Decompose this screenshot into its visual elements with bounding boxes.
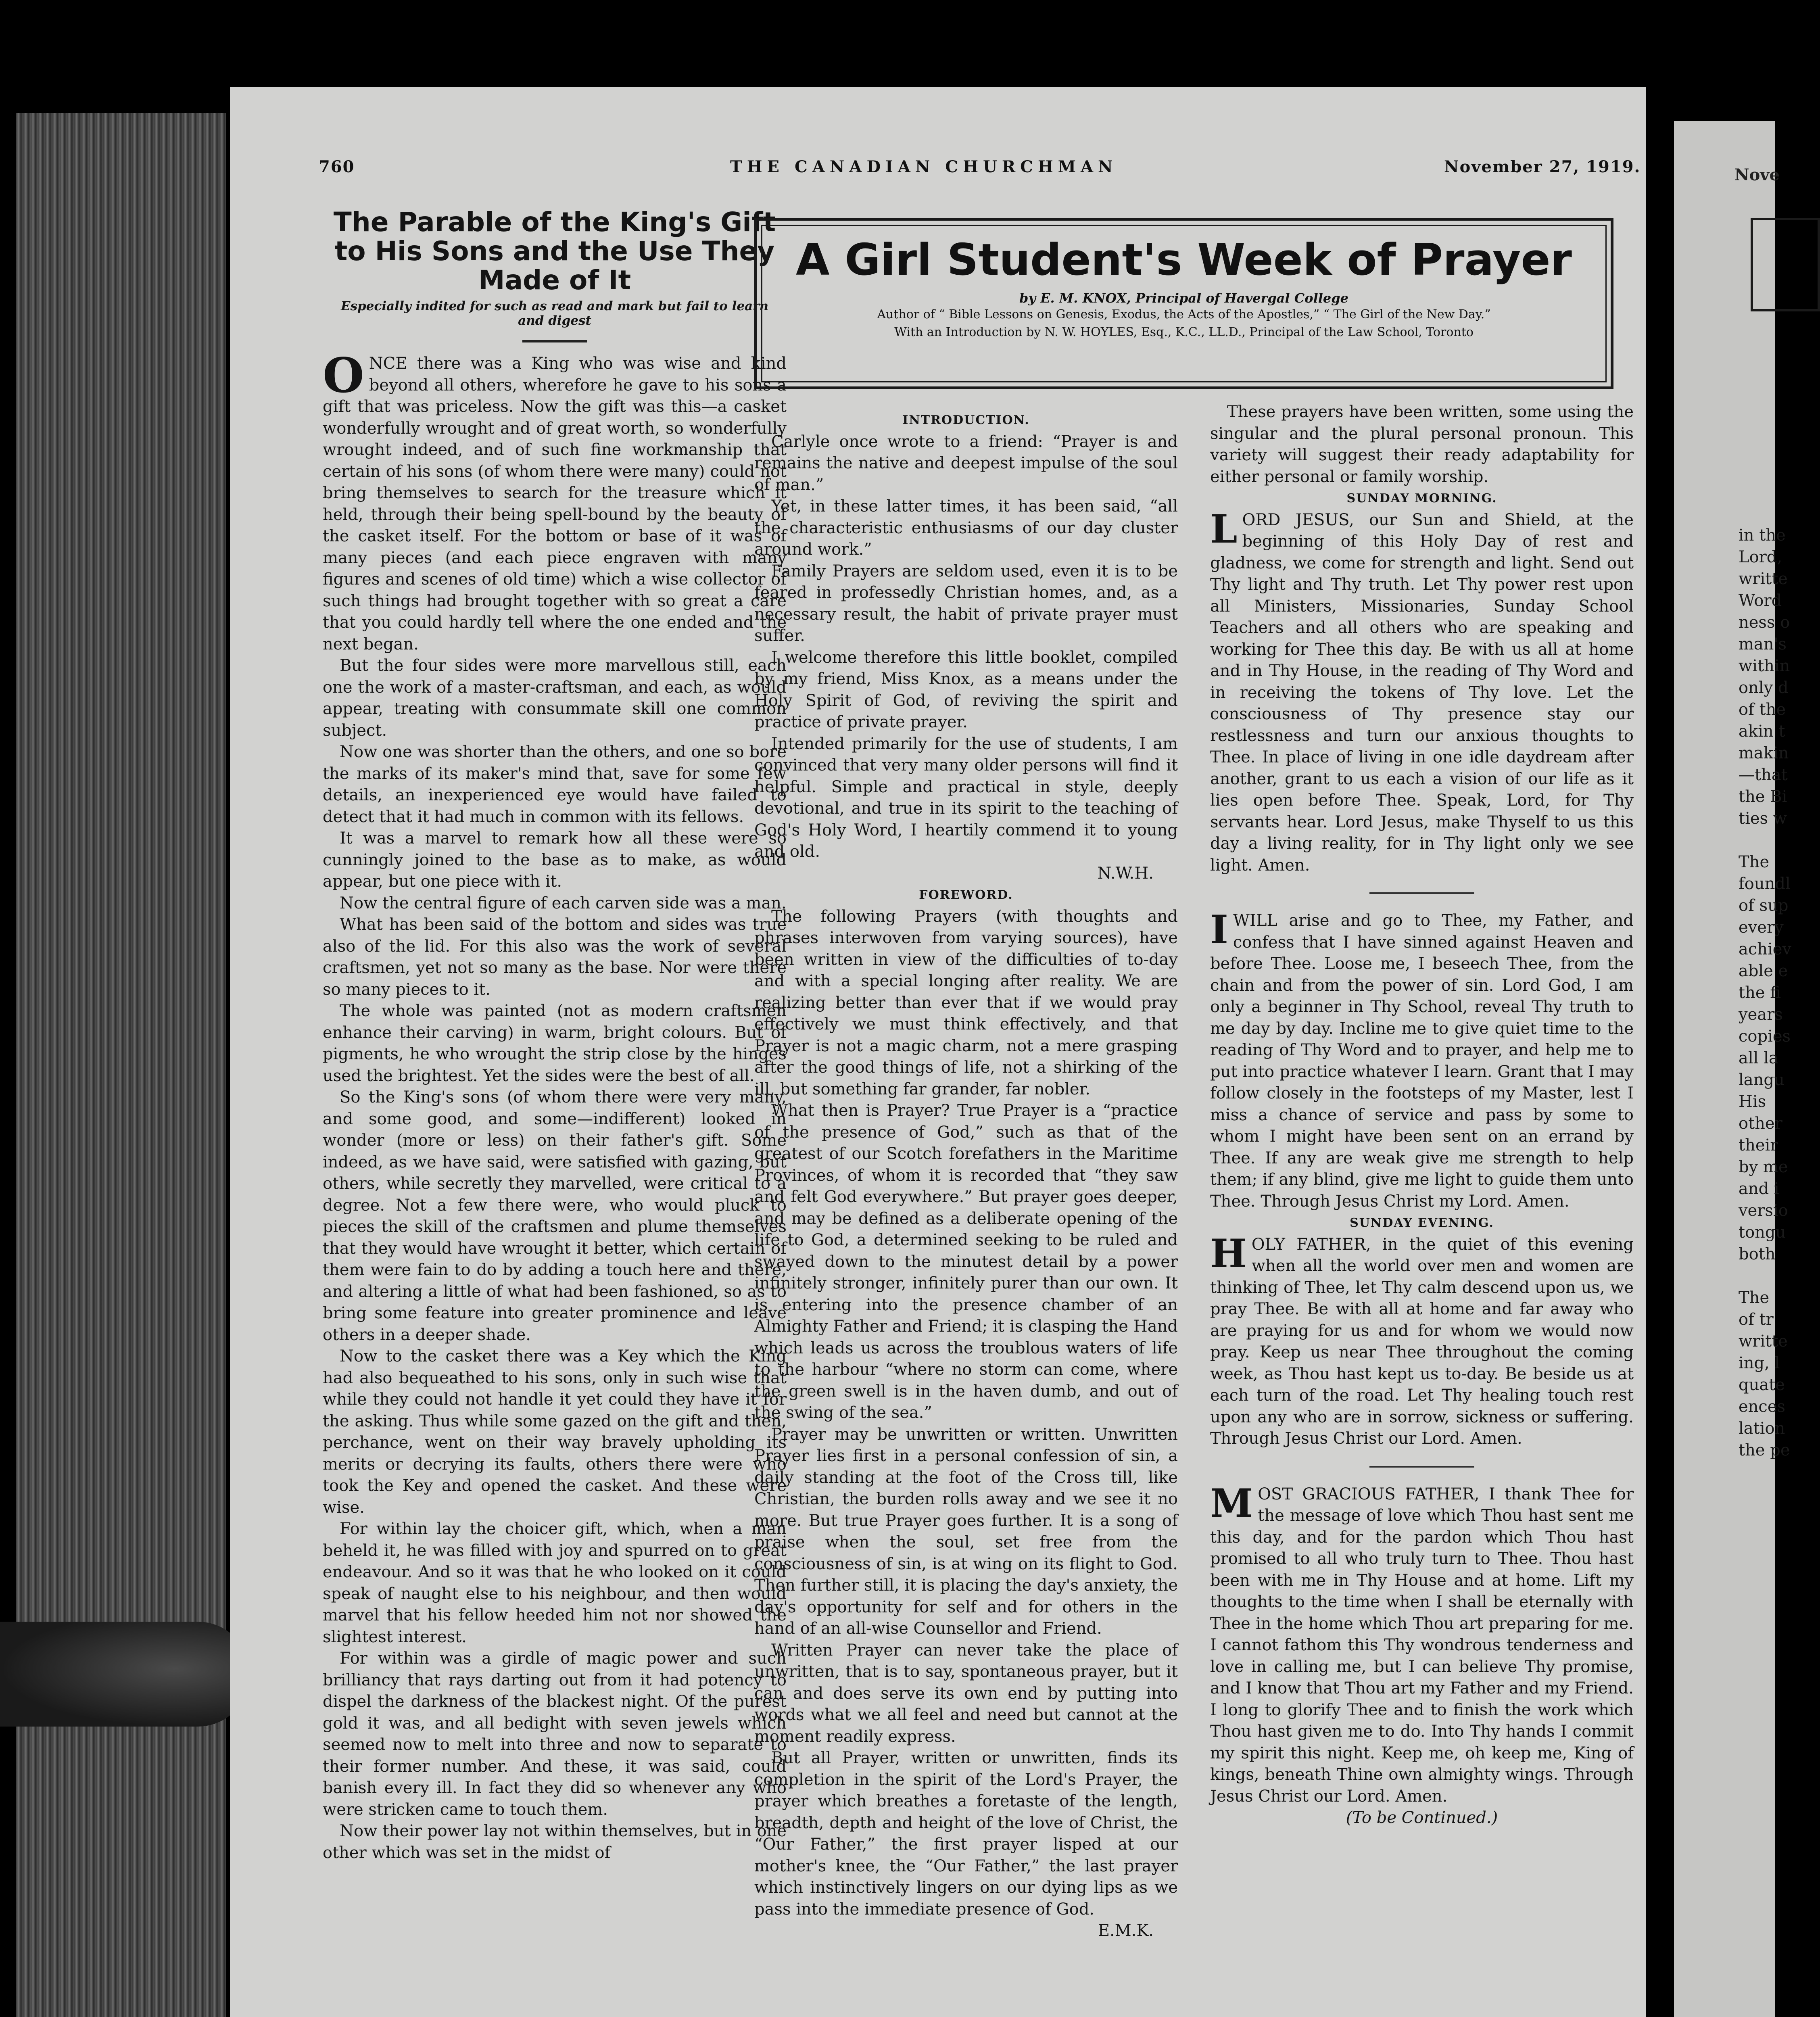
parable-paragraph: For within lay the choicer gift, which, when a man beheld it, he was filled with joy and spurred on to great endeavour. And so it was that he who looked on it could speak of naught else to his neighbour, and then would marvel that his fellow heeded him not nor showed the slightest interest. [323,1520,787,1646]
next-page-line: foundl [1739,875,1791,893]
next-page-line: ences [1739,1397,1786,1416]
next-page-line: within [1739,657,1790,675]
book-page-edges [16,113,226,2017]
intro-paragraph: I welcome therefore this little booklet, compiled by my friend, Miss Knox, as a means under the Holy Spirit of God, of reviving the spirit and practice of private prayer. [754,648,1178,731]
sunday-evening-heading: SUNDAY EVENING. [1350,1216,1494,1230]
next-page-line: writte [1739,570,1788,588]
next-page-line: the fi [1739,983,1781,1002]
author-credits: Author of “ Bible Lessons on Genesis, Exodus, the Acts of the Apostles,” “ The Girl of the New Day.” [877,307,1491,322]
next-page-line: and i [1739,1180,1779,1198]
prayers-column [1210,401,1634,1829]
publication-title: THE CANADIAN CHURCHMAN [730,157,1118,176]
next-page-line: of sup [1739,896,1789,915]
foreword-paragraph: The following Prayers (with thoughts and phrases interwoven from varying sources), have been written in view of the difficulties of to-day and with a special longing after reality. We are realizing better than ever that if we would pray effectively we must think effectively, and that Prayer is not a magic charm, not a mere grasping after the good things of life, not a shirking of the ill, but something far grander, far nobler. [754,907,1178,1098]
introduction-heading: INTRODUCTION. [902,413,1030,427]
next-page-line [1739,1265,1791,1287]
next-page-line: of tr [1739,1310,1774,1329]
parable-paragraph: But the four sides were more marvellous still, each one the work of a master-craftsman, and each, as would appear, treating with consummate skill one common subject. [323,656,787,740]
next-page-line: able e [1739,962,1788,980]
foreword-heading: FOREWORD. [919,888,1013,902]
next-page-line: ness o [1739,613,1790,632]
foreword-paragraph: Prayer may be unwritten or written. Unwritten Prayer lies first in a personal confession of sin, a daily standing at the foot of the Cross till, like Christian, the burden rolls away and we see it no more. But true Prayer goes further. It is a song of praise when the soul, set free from the consciousness of sin, is at wing on its flight to God. Then further still, it is placing the day's anxiety, the day's opportunity for self and for others in the hand of an all-wise Counsellor and Friend. [754,1425,1178,1638]
parable-paragraph: It was a marvel to remark how all these were so cunningly joined to the base as to make, as would appear, but one piece with it. [323,829,787,891]
next-page-line: by me [1739,1158,1788,1176]
prayer-paragraph: IWILL arise and go to Thee, my Father, and confess that I have sinned against Heaven and before Thee. Loose me, I beseech Thee, from the chain and from the power of sin. Lord God, I am only a beginner in Thy School, reveal Thy truth to me day by day. Incline me to give quiet time to the reading of Thy Word and to prayer, and help me to put into practice whatever I learn. Grant that I may follow closely in the footsteps of my Master, lest I miss a chance of service and pass by some to whom I might have been sent on an errand by Thee. If any are weak give me strength to help them; if any blind, give me light to guide them unto Thee. Through Jesus Christ my Lord. Amen. [1210,907,1634,1211]
foreword-paragraph: But all Prayer, written or unwritten, finds its completion in the spirit of the Lord's Prayer, the prayer which breathes a foretaste of the length, breadth, depth and height of the love of Christ, the “Our Father,” the first prayer lisped at our mother's knee, the “Our Father,” the last prayer which instinctively lingers on our dying lips as we pass into the immediate presence of God. [754,1749,1178,1919]
intro-paragraph: Family Prayers are seldom used, even it is to be feared in professedly Christian homes, and, as a necessary result, the habit of private prayer must suffer. [754,562,1178,645]
foreword-paragraph: Written Prayer can never take the place of unwritten, that is to say, spontaneous prayer, but it can and does serve its own end by putting into words what we all feel and need but cannot at the moment readily express. [754,1641,1178,1746]
next-page-line: akin t [1739,722,1785,741]
title-rule [522,340,587,342]
intro-paragraph: Yet, in these latter times, it has been said, “all the characteristic enthusiasms of our day cluster around work.” [754,497,1178,559]
parable-column [290,208,827,1864]
next-page-line: ing, l [1739,1354,1780,1372]
divider [1369,892,1474,894]
next-page-line: langu [1739,1071,1785,1089]
parable-paragraph: For within was a girdle of magic power and such brilliancy that rays darting out from it had potency to dispel the darkness of the blackest night. Of the purest gold it was, and all bedight with seven jewels which seemed now to melt into three and now to separate to their former number. And these, it was said, could banish every ill. In fact they did so whenever any who were stricken came to touch them. [323,1649,787,1819]
issue-date: November 27, 1919. [1444,157,1641,176]
next-page-header: Nove [1734,165,1780,184]
parable-paragraph: Now the central figure of each carven side was a man. [340,894,787,912]
next-page-line: The [1739,1288,1770,1307]
prayer-title: A Girl Student's Week of Prayer [796,235,1572,285]
prayer-paragraph: HOLY FATHER, in the quiet of this evening when all the world over men and women are thinking of Thee, let Thy calm descend upon us, we pray Thee. Be with all at home and far away who are praying for us and for whom we would now pray. Keep us near Thee throughout the coming week, as Thou hast kept us to-day. Be beside us at each turn of the road. Let Thy healing touch rest upon any who are in sorrow, sickness or suffering. Through Jesus Christ our Lord. Amen. [1210,1230,1634,1448]
next-page-line: man's [1739,635,1787,654]
next-page-line: versio [1739,1201,1788,1220]
intro-paragraph: Intended primarily for the use of students, I am convinced that very many older persons will find it helpful. Simple and practical in style, deeply devotional, and true in its spirit to the teaching of God's Holy Word, I heartily commend it to young and old. [754,734,1178,861]
prayers-note: These prayers have been written, some using the singular and the plural personal pronoun. This variety will suggest their ready adaptability for either personal or family worship. [1210,403,1634,486]
next-page-line: both [1739,1245,1776,1263]
parable-subtitle: Especially indited for such as read and mark but fail to learn and digest [340,299,769,328]
parable-paragraph: Now their power lay not within themselves, but in one other which was set in the midst of [323,1822,787,1862]
next-page-box [1751,218,1820,311]
parable-paragraph: Now one was shorter than the others, and one so bore the marks of its maker's mind that, save for some few details, an inexperienced eye would have failed to detect that it had much in common with its fellows. [323,743,787,826]
next-page-line: quate [1739,1376,1785,1394]
sunday-morning-heading: SUNDAY MORNING. [1346,491,1497,505]
drop-cap: O [323,347,364,403]
intro-signature: N.W.H. [1097,864,1154,883]
next-page-line: the pe [1739,1441,1790,1460]
next-page-line: His [1739,1092,1766,1111]
next-page-line: other [1739,1114,1782,1133]
intro-paragraph: Carlyle once wrote to a friend: “Prayer is and remains the native and deepest impulse of the soul of man.” [754,432,1178,494]
prayer-byline: by E. M. KNOX, Principal of Havergal College [1019,290,1348,306]
next-page-fragment [1674,121,1792,2017]
page-number: 760 [319,157,355,176]
thumb [0,1622,250,1727]
divider [1369,1466,1474,1468]
next-page-line: all la [1739,1049,1778,1067]
introduction-credit: With an Introduction by N. W. HOYLES, Esq., K.C., LL.D., Principal of the Law School, Toronto [894,325,1474,339]
parable-title: The Parable of the King's Gift to His Sons and the Use They Made of It [333,207,776,296]
prayer-paragraph: MOST GRACIOUS FATHER, I thank Thee for the message of love which Thou hast sent me this day, and for the pardon which Thou hast promised to all who truly turn to Thee. Thou hast been with me in Thy House and at home. Lift my thoughts to the time when I shall be eternally with Thee in the home which Thou art preparing for me. I cannot fathom this Thy wondrous tenderness and love in calling me, but I can believe Thy promise, and I know that Thou art my Father and my Friend. I long to glorify Thee and to finish the work which Thou hast given me to do. Into Thy hands I commit my spirit this night. Keep me, oh keep me, King of kings, beneath Thine own almighty wings. Through Jesus Christ our Lord. Amen. [1210,1480,1634,1806]
next-page-line: of the [1739,700,1786,719]
next-page-line: —that [1739,766,1788,784]
next-page-line: in the [1739,526,1786,545]
next-page-line: years [1739,1005,1783,1024]
next-page-line: makin [1739,744,1789,762]
next-page-line: copies [1739,1027,1791,1046]
next-page-line: Word [1739,591,1782,610]
next-page-line: Lord, [1739,548,1782,566]
foreword-paragraph: What then is Prayer? True Prayer is a “practice of the presence of God,” such as that of the greatest of our Scotch forefathers in the Maritime Provinces, of whom it is recorded that “they saw and felt God everywhere.” But prayer goes deeper, and may be defined as a deliberate opening of the life to God, a determined seeking to be ruled and swayed down to the minutest detail by a power infinitely stronger, infinitely purer than our own. It is entering into the presence chamber of an Almighty Father and Friend; it is clasping the Hand which leads us across the troublous waters of life to the harbour “where no storm can come, where the green swell is in the haven dumb, and out of the swing of the sea.” [754,1101,1178,1422]
prayer-title-box [754,218,1613,389]
next-page-line: only d [1739,679,1789,697]
parable-paragraph: So the King's sons (of whom there were very many, and some good, and some—indifferent) looked in wonder (more or less) on their father's gift. Some indeed, as we have said, were satisfied with gazing, but others, while secretly they marvelled, were critical to a degree. Not a few there were, who would pluck to pieces the skill of the craftsmen and plume themselves that they would have wrought it better, which certain of them were fain to do by adding a touch here and there, and altering a little of what had been fashioned, so as to bring some feature into greater prominence and leave others in a deeper shade. [323,1088,787,1344]
next-page-line: achiev [1739,940,1792,958]
foreword-signature: E.M.K. [1098,1921,1154,1940]
next-page-line [1739,829,1791,851]
next-page-line: ties w [1739,809,1787,828]
next-page-line: tongu [1739,1223,1786,1242]
next-page-line: their [1739,1136,1778,1155]
newspaper-page [230,87,1646,2017]
next-page-line: the Bi [1739,787,1787,806]
next-page-line: every [1739,918,1784,937]
parable-paragraph: What has been said of the bottom and sides was true also of the lid. For this also was the work of several craftsmen, yet not so many as the base. Nor were there so many pieces to it. [323,915,787,999]
to-be-continued: (To be Continued.) [1346,1808,1498,1827]
next-page-line: The [1739,853,1770,871]
next-page-line: writte [1739,1332,1788,1351]
next-page-lines [1739,524,1791,1461]
parable-paragraph: Now to the casket there was a Key which the King had also bequeathed to his sons, only in such wise that while they could not handle it yet could they have it for the asking. Thus while some gazed on the gift and then, perchance, went on their way bravely upholding its merits or decrying its faults, others there were who took the Key and opened the casket. And these were wise. [323,1347,787,1517]
parable-paragraph: ONCE there was a King who was wise and kind beyond all others, wherefore he gave to his sons a gift that was priceless. Now the gift was this—a casket wonderfully wrought and of great worth, so wonderfully wrought indeed, and of such fine workmanship that certain of his sons (of whom there were many) could not bring themselves to search for the treasure which it held, through their being spell-bound by the beauty of the casket itself. For the bottom or base of it was of many pieces (and each piece engraven with many figures and scenes of old time) which a wise collector of such things had brought together with so great a care that you could hardly tell where the one ended and the next began. [323,347,787,654]
prayer-paragraph: LORD JESUS, our Sun and Shield, at the beginning of this Holy Day of rest and gladness, we come for strength and light. Send out Thy light and Thy truth. Let Thy power rest upon all Ministers, Missionaries, Sunday School Teachers and all others who are speaking and working for Thee this day. Be with us all at home and in Thy House, in the reading of Thy Word and in receiving the tokens of Thy love. Let the consciousness of Thy presence stay our restlessness and turn our anxious thoughts to Thee. In place of living in one idle daydream after another, grant to us each a vision of our life as it lies open before Thee. Speak, Lord, for Thy servants hear. Lord Jesus, make Thyself to us this day a living reality, for in Thy light only we see light. Amen. [1210,506,1634,875]
prayer-intro-column [754,409,1178,1942]
next-page-line: lation [1739,1419,1785,1438]
parable-paragraph: The whole was painted (not as modern craftsmen enhance their carving) in warm, bright colours. But of pigments, he who wrought the strip close by the hinges used the brightest. Yet the sides were the best of all. [323,1002,787,1085]
